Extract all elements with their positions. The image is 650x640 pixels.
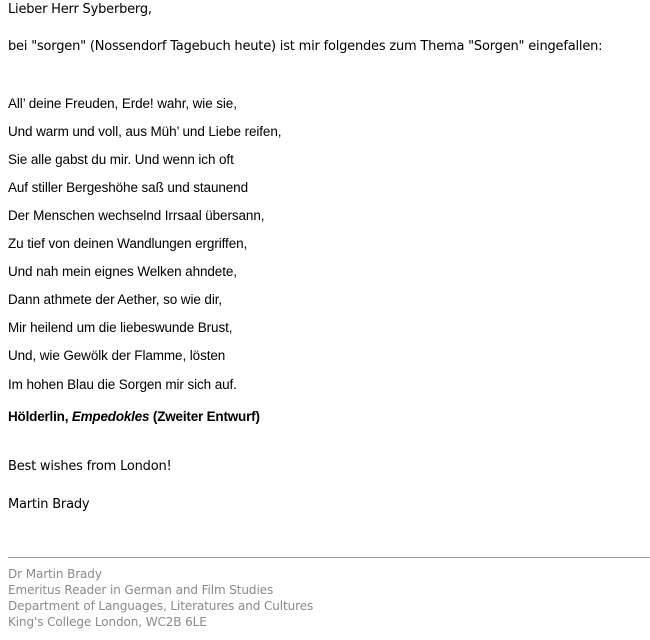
poem-line: Sie alle gabst du mir. Und wenn ich oft: [8, 152, 234, 167]
attribution-note: (Zweiter Entwurf): [149, 409, 260, 424]
poem-line: Mir heilend um die liebeswunde Brust,: [8, 320, 233, 335]
poem-attribution: [8, 409, 260, 425]
greeting: Lieber Herr Syberberg,: [8, 2, 152, 17]
poem-line: Dann athmete der Aether, so wie dir,: [8, 292, 223, 307]
poem-line: Und, wie Gewölk der Flamme, lösten: [8, 348, 226, 363]
poem-line: Und nah mein eignes Welken ahndete,: [8, 264, 237, 279]
poem-line: Im hohen Blau die Sorgen mir sich auf.: [8, 377, 237, 392]
sender-name: Martin Brady: [8, 497, 90, 512]
attribution-author: Hölderlin,: [8, 409, 72, 424]
signature-line: Department of Languages, Literatures and Cultures: [8, 599, 314, 613]
signature-line: Emeritus Reader in German and Film Studies: [8, 583, 274, 597]
poem-line: All’ deine Freuden, Erde! wahr, wie sie,: [8, 96, 237, 111]
intro-text: bei "sorgen" (Nossendorf Tagebuch heute) ist mir folgendes zum Thema "Sorgen" eingefallen:: [8, 39, 603, 54]
poem-line: Auf stiller Bergeshöhe saß und staunend: [8, 180, 249, 195]
signature-divider: [8, 557, 650, 558]
poem-line: Zu tief von deinen Wandlungen ergriffen,: [8, 236, 248, 251]
attribution-work: Empedokles: [71, 409, 150, 424]
closing: Best wishes from London!: [8, 459, 172, 474]
signature-line: King's College London, WC2B 6LE: [8, 615, 207, 629]
poem-line: Der Menschen wechselnd Irrsaal übersann,: [8, 208, 265, 223]
poem-line: Und warm und voll, aus Müh’ und Liebe reifen,: [8, 124, 282, 139]
signature-line: Dr Martin Brady: [8, 567, 102, 581]
